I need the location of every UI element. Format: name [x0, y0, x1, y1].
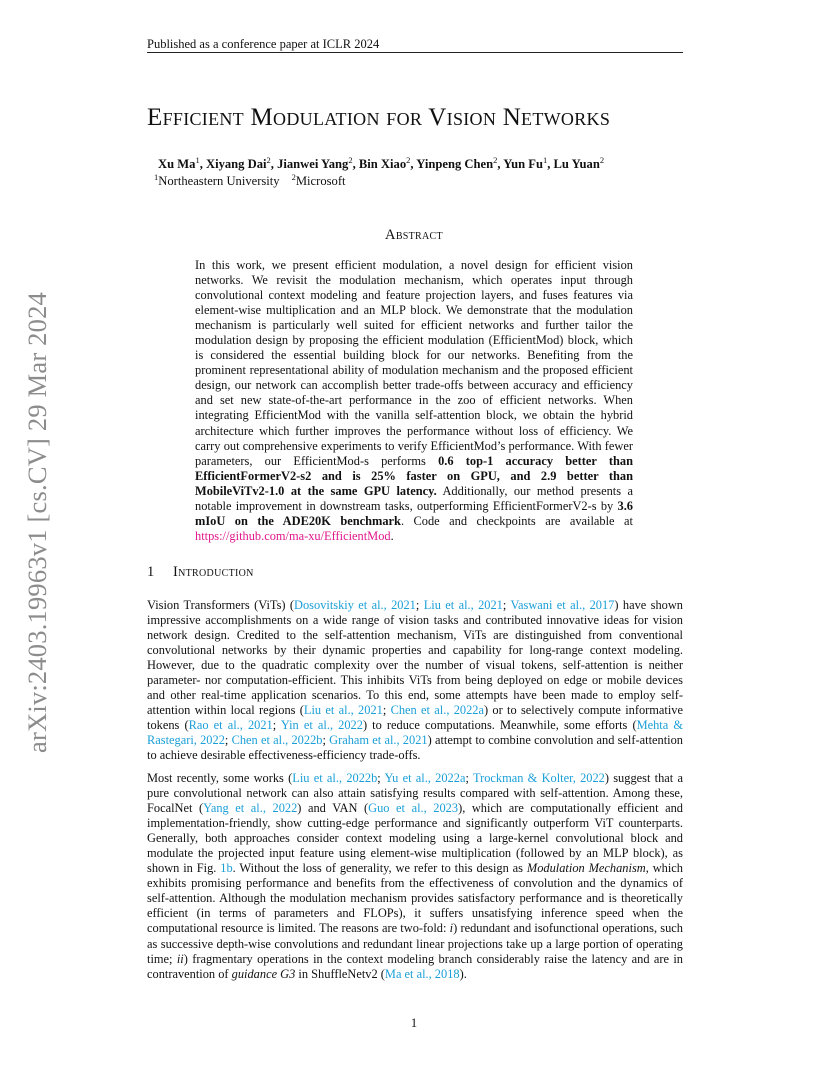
- author-affil-mark: 2: [599, 155, 605, 165]
- author-affil-mark: 2: [406, 155, 411, 165]
- section-title: Introduction: [173, 564, 254, 580]
- citation-link[interactable]: Chen et al., 2022a: [390, 703, 484, 718]
- emphasis: guidance G3: [231, 966, 296, 981]
- author-name: Lu Yuan: [553, 157, 600, 172]
- citation-link[interactable]: Guo et al., 2023: [368, 801, 459, 816]
- emphasis: Modulation Mechanism: [526, 861, 646, 876]
- author-list: Xu Ma$^1$, Xiyang Dai$^2$, Jianwei Yang$^2$, Bin Xiao$^2$, Yinpeng Chen$^2$, Yun Fu$^1$, Lu Yuan$^2$: [158, 155, 605, 172]
- author-name: Yun Fu: [503, 157, 543, 172]
- author-affil-mark: 2: [266, 155, 271, 165]
- citation-link[interactable]: Vaswani et al., 2017: [510, 598, 615, 612]
- abstract-text: In this work, we present efficient modulation, a novel design for efficient vision networks. We revisit the modulation mechanism, which operates input through convolutional context modeling and feature projection layers, and fuses features via element-wise multiplication and an MLP block. We demonstrate that the modulation mechanism is particularly well suited for efficient networks and further tailor the modulation design by proposing the efficient modulation (EfficientMod) block, which is considered the essential building block for our networks. Benefiting from the prominent representational ability of modulation mechanism and the proposed efficient design, our network can accomplish better trade-offs between accuracy and efficiency and set new state-of-the-art performance in the zoo of efficient networks. When integrating EfficientMod with the vanilla self-attention block, we obtain the hybrid architecture which further improves the performance without loss of efficiency. We carry out comprehensive experiments to verify EfficientMod’s performance. With fewer parameters, our EfficientMod-s performs 0.6 top-1 accuracy better than EfficientFormerV2-s2 and is 25% faster on GPU, and 2.9 better than MobileViTv2-1.0 at the same GPU latency. Additionally, our method presents a notable improvement in downstream tasks, outperforming EfficientFormerV2-s by 3.6 mIoU on the ADE20K benchmark. Code and checkpoints are available at https://github.com/ma-xu/EfficientMod.: [195, 258, 633, 543]
- intro-paragraph: Vision Transformers (ViTs) (Dosovitskiy et al., 2021; Liu et al., 2021; Vaswani et al., 2017) have shown impressive accomplishments on a wide range of vision tasks and contributed innovative ideas for vision network design. Credited to the self-attention mechanism, ViTs are distinguished from conventional convolutional networks by their dynamic properties and capability for long-range context modeling. However, due to the quadratic complexity over the number of visual tokens, self-attention is neither parameter- nor computation-efficient. This inhibits ViTs from being deployed on edge or mobile devices and other real-time application scenarios. To this end, some attempts have been made to employ self-attention within local regions (Liu et al., 2021; Chen et al., 2022a) or to selectively compute informative tokens (Rao et al., 2021; Yin et al., 2022) to reduce computations. Meanwhile, some efforts (Mehta & Rastegari, 2022; Chen et al., 2022b; Graham et al., 2021) attempt to combine convolution and self-attention to achieve desirable effectiveness-efficiency trade-offs.: [147, 598, 683, 763]
- figure-ref-link[interactable]: 1b: [220, 861, 233, 876]
- arxiv-stamp: [14, 285, 60, 760]
- citation-link[interactable]: Trockman & Kolter, 2022: [472, 771, 605, 785]
- citation-link[interactable]: Ma et al., 2018: [384, 966, 460, 981]
- affil-mark: 1: [154, 172, 159, 182]
- emphasis: i: [449, 921, 454, 936]
- citation-link[interactable]: Liu et al., 2021: [303, 703, 383, 718]
- author-affil-mark: 1: [195, 155, 200, 165]
- emphasis: ii: [176, 951, 184, 966]
- section-heading: [147, 564, 254, 581]
- author-name: Jianwei Yang: [277, 157, 349, 172]
- citation-link[interactable]: Dosovitskiy et al., 2021: [294, 598, 416, 612]
- author-name: Bin Xiao: [358, 157, 407, 172]
- author-name: Xu Ma: [158, 157, 196, 172]
- citation-link[interactable]: Liu et al., 2021: [423, 598, 503, 612]
- citation-link[interactable]: Yang et al., 2022: [203, 801, 298, 816]
- author-affil-mark: 2: [348, 155, 353, 165]
- citation-link[interactable]: Chen et al., 2022b: [231, 733, 323, 748]
- venue-header: Published as a conference paper at ICLR 2024: [147, 37, 380, 51]
- affiliation-list: [154, 172, 346, 189]
- affiliation: Northeastern University: [158, 174, 280, 189]
- author-name: Xiyang Dai: [205, 157, 267, 172]
- intro-paragraph: Most recently, some works (Liu et al., 2022b; Yu et al., 2022a; Trockman & Kolter, 2022) suggest that a pure convolutional network can also attain satisfying results compared with self-attention. Among these, FocalNet (Yang et al., 2022) and VAN (Guo et al., 2023), which are computationally efficient and implementation-friendly, show cutting-edge performance and significantly outperform ViT counterparts. Generally, both approaches consider context modeling using a large-kernel convolutional block and modulate the projected input feature using element-wise multiplication (followed by an MLP block), as shown in Fig. 1b. Without the loss of generality, we refer to this design as Modulation Mechanism, which exhibits promising performance and benefits from the effectiveness of convolution and the dynamics of self-attention. Although the modulation mechanism provides satisfactory performance and is theoretically efficient (in terms of parameters and FLOPs), it suffers unsatisfying inference speed when the computational resource is limited. The reasons are two-fold: i) redundant and isofunctional operations, such as successive depth-wise convolutions and redundant linear projections take up a large portion of operating time; ii) fragmentary operations in the context modeling branch considerably raise the latency and are in contravention of guidance G3 in ShuffleNetv2 (Ma et al., 2018).: [147, 771, 683, 981]
- citation-link[interactable]: Rao et al., 2021: [188, 718, 273, 733]
- citation-link[interactable]: Graham et al., 2021: [329, 733, 428, 748]
- citation-link[interactable]: Liu et al., 2022b: [292, 771, 378, 785]
- author-name: Yinpeng Chen: [416, 157, 494, 172]
- affil-mark: 2: [291, 172, 296, 182]
- citation-link[interactable]: Yin et al., 2022: [280, 718, 363, 733]
- citation-link[interactable]: Mehta & Rastegari, 2022: [147, 718, 683, 748]
- affiliation: Microsoft: [295, 174, 346, 189]
- section-number: 1: [147, 564, 155, 580]
- abstract-highlight: 3.6 mIoU on the ADE20K benchmark: [195, 498, 633, 528]
- author-affil-mark: 1: [542, 155, 548, 165]
- header-rule: [147, 52, 683, 53]
- abstract-heading: Abstract: [385, 227, 443, 243]
- page-number: 1: [410, 1016, 418, 1030]
- citation-link[interactable]: Yu et al., 2022a: [384, 771, 466, 785]
- code-link[interactable]: https://github.com/ma-xu/EfficientMod: [195, 528, 391, 543]
- author-affil-mark: 2: [493, 155, 498, 165]
- arxiv-identifier: arXiv:2403.19963v1 [cs.CV] 29 Mar 2024: [21, 292, 52, 753]
- paper-title: Efficient Modulation for Vision Networks: [147, 104, 611, 131]
- abstract-highlight: 0.6 top-1 accuracy better than EfficientFormerV2-s2 and is 25% faster on GPU, and 2.9 better than MobileViTv2-1.0 at the same GPU latency.: [195, 453, 633, 498]
